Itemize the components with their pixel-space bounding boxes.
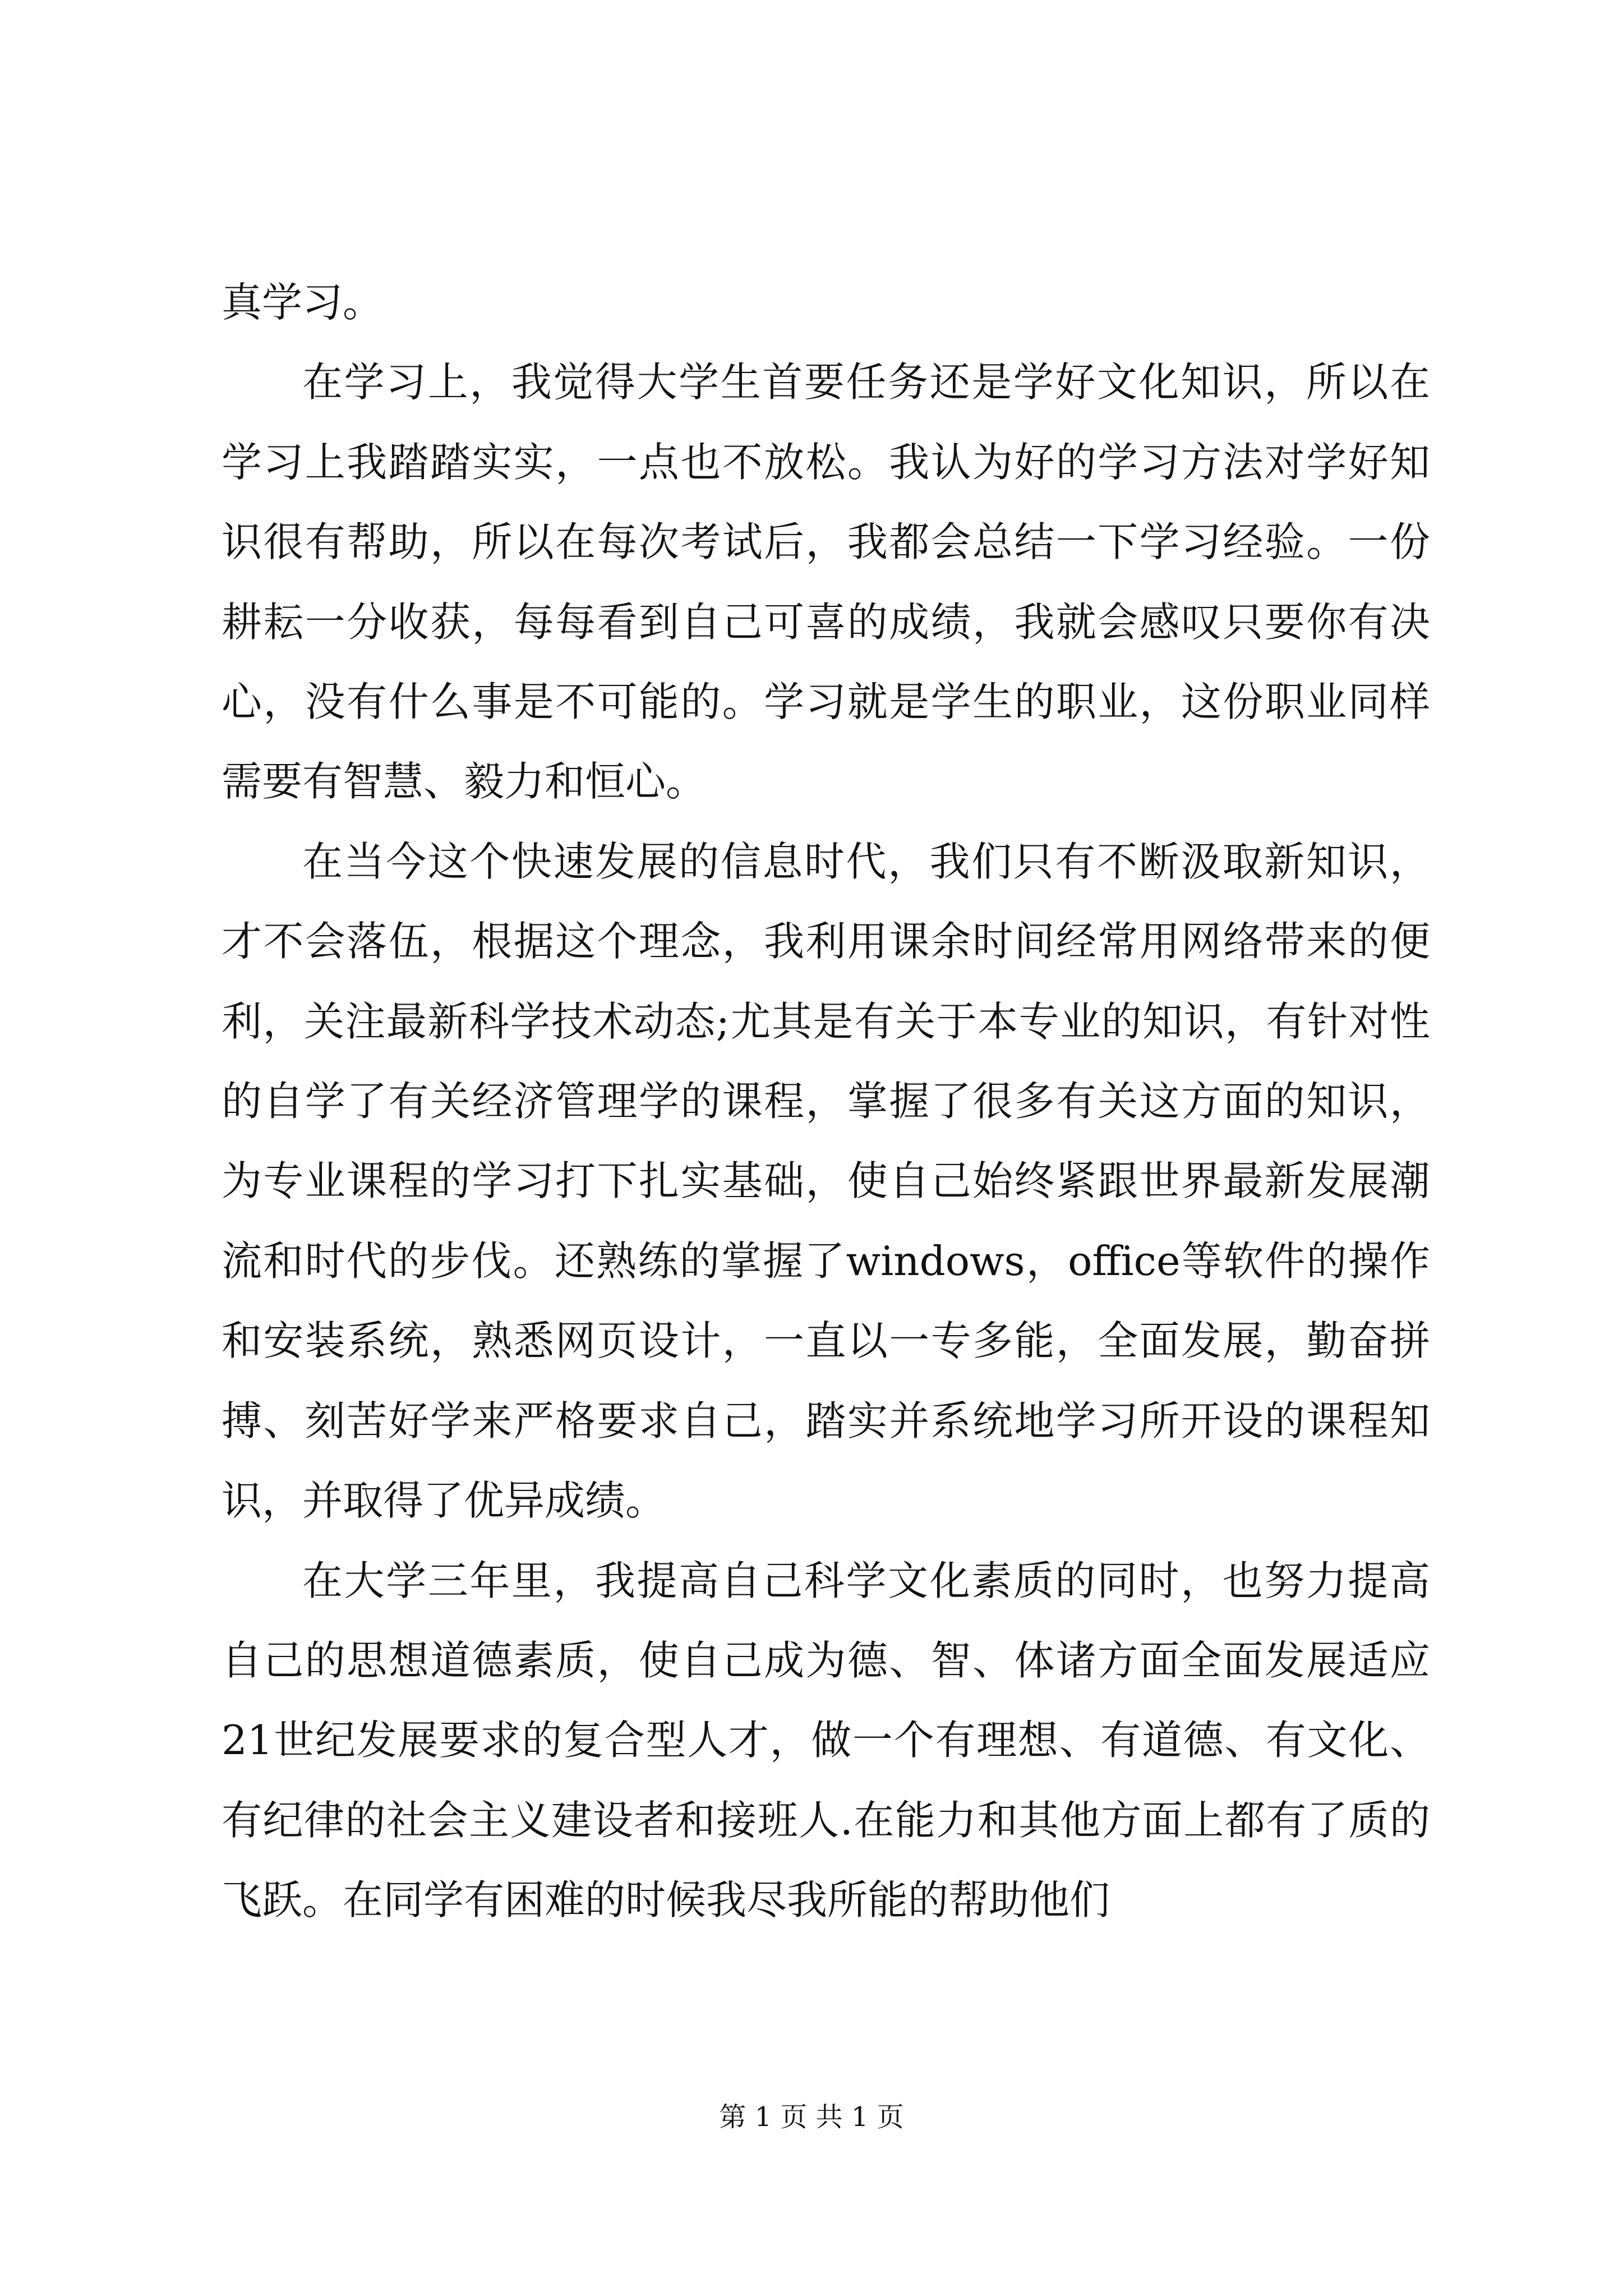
page-footer: 第 1 页 共 1 页 (719, 2101, 904, 2133)
paragraph-three-years: 在大学三年里，我提高自己科学文化素质的同时，也努力提高自己的思想道德素质，使自己成为德、智、体诸方面全面发展适应21世纪发展要求的复合型人才，做一个有理想、有道德、有文化、有纪律的社会主义建设者和接班人.在能力和其他方面上都有了质的飞跃。在同学有困难的时候我尽我所能的帮助他们 (222, 1557, 1430, 1924)
paragraph-information-age: 在当今这个快速发展的信息时代，我们只有不断汲取新知识，才不会落伍，根据这个理念，我利用课余时间经常用网络带来的便利，关注最新科学技术动态;尤其是有关于本专业的知识，有针对性的自学了有关经济管理学的课程，掌握了很多有关这方面的知识，为专业课程的学习打下扎实基础，使自己始终紧跟世界最新发展潮流和时代的步伐。还熟练的掌握了windows，office等软件的操作和安装系统，熟悉网页设计，一直以一专多能，全面发展，勤奋拼搏、刻苦好学来严格要求自己，踏实并系统地学习所开设的课程知识，并取得了优异成绩。 (222, 838, 1430, 1525)
paragraph-continuation: 真学习。 (222, 279, 384, 326)
paragraph-study-methods: 在学习上，我觉得大学生首要任务还是学好文化知识，所以在学习上我踏踏实实，一点也不放松。我认为好的学习方法对学好知识很有帮助，所以在每次考试后，我都会总结一下学习经验。一份耕耘一分收获，每每看到自己可喜的成绩，我就会感叹只要你有决心，没有什么事是不可能的。学习就是学生的职业，这份职业同样需要有智慧、毅力和恒心。 (222, 358, 1430, 806)
body-text (222, 263, 1430, 1940)
